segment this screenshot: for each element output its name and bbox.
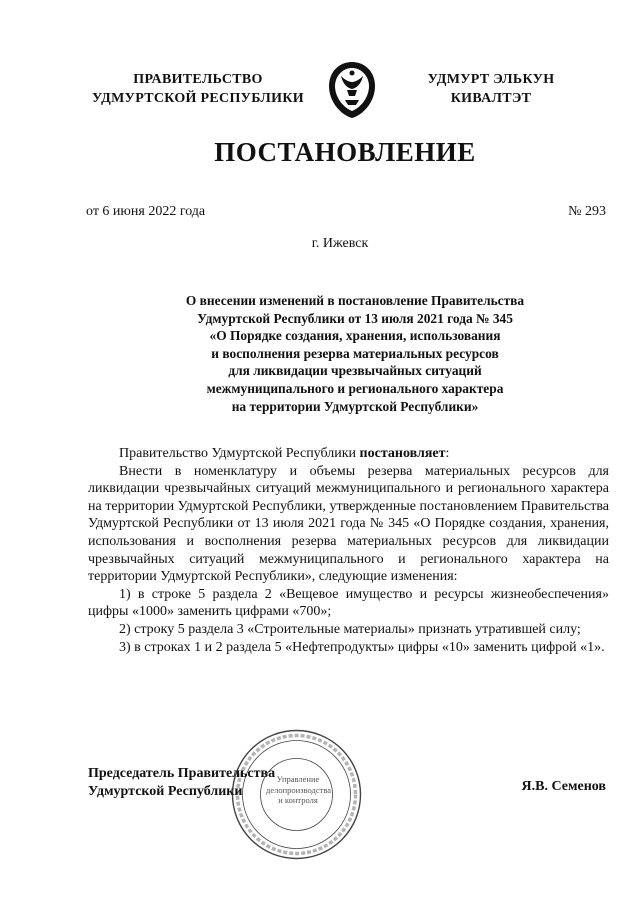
subject-line: и восполнения резерва материальных ресурсов [211,345,499,361]
signatory-position [88,765,275,801]
stamp-line2: делопроизводства [266,784,331,795]
document-body [88,445,609,656]
document-subject [150,292,560,415]
document-number: № 293 [568,204,606,219]
subject-line: Удмуртской Республики от 13 июля 2021 года № 345 [197,310,513,326]
header-right-line1: УДМУРТ ЭЛЬКУН [427,72,555,87]
header-left-line1: ПРАВИТЕЛЬСТВО [133,72,263,87]
header-left [74,70,322,108]
signatory-position-line1: Председатель Правительства [88,766,276,781]
signatory-name: Я.В. Семенов [521,779,606,794]
body-intro [88,445,609,463]
subject-line: для ликвидации чрезвычайных ситуаций [228,363,482,379]
stamp-line3: и контроля [278,795,318,805]
subject-line: «О Порядке создания, хранения, использования [209,328,501,344]
stamp-line1: Управление [276,774,320,784]
subject-line: на территории Удмуртской Республики» [231,398,479,414]
body-main-paragraph: Внести в номенклатуру и объемы резерва материальных ресурсов для ликвидации чрезвычайных ситуаций межмуниципального и регионального характера на территории Удмуртской Республики, утвержденные постановлением Правительства Удмуртской Республики от 13 июля 2021 года № 345 «О Порядке создания, хранения, использования и восполнения резерва материальных ресурсов для ликвидации чрезвычайных ситуаций межмуниципального и регионального характера на территории Удмуртской Республики», следующие изменения: [88,463,609,585]
body-item-2: 2) строку 5 раздела 3 «Строительные материалы» признать утратившей силу; [119,621,581,637]
header-right [400,70,582,108]
header-right-line2: КИВАЛТЭТ [450,91,532,106]
subject-line: О внесении изменений в постановление Правительства [185,293,525,308]
body-item-3: 3) в строках 1 и 2 раздела 5 «Нефтепродукты» цифры «10» заменить цифрой «1». [119,639,605,655]
stamp-label [266,774,330,806]
signatory-position-line2: Удмуртской Республики [88,784,243,799]
body-intro-bold: постановляет [359,446,446,461]
body-intro-end: : [445,446,450,461]
emblem-icon [323,60,381,120]
document-title: ПОСТАНОВЛЕНИЕ [214,137,476,167]
body-intro-text: Правительство Удмуртской Республики [119,446,360,461]
body-item-1: 1) в строке 5 раздела 2 «Вещевое имущество и ресурсы жизнеобеспечения» цифры «1000» заменить цифрами «700»; [88,586,609,620]
document-city: г. Ижевск [311,236,369,251]
subject-line: межмуниципального и регионального характера [206,380,504,396]
document-date: от 6 июня 2022 года [86,204,206,219]
header-left-line2: УДМУРТСКОЙ РЕСПУБЛИКИ [92,91,304,106]
